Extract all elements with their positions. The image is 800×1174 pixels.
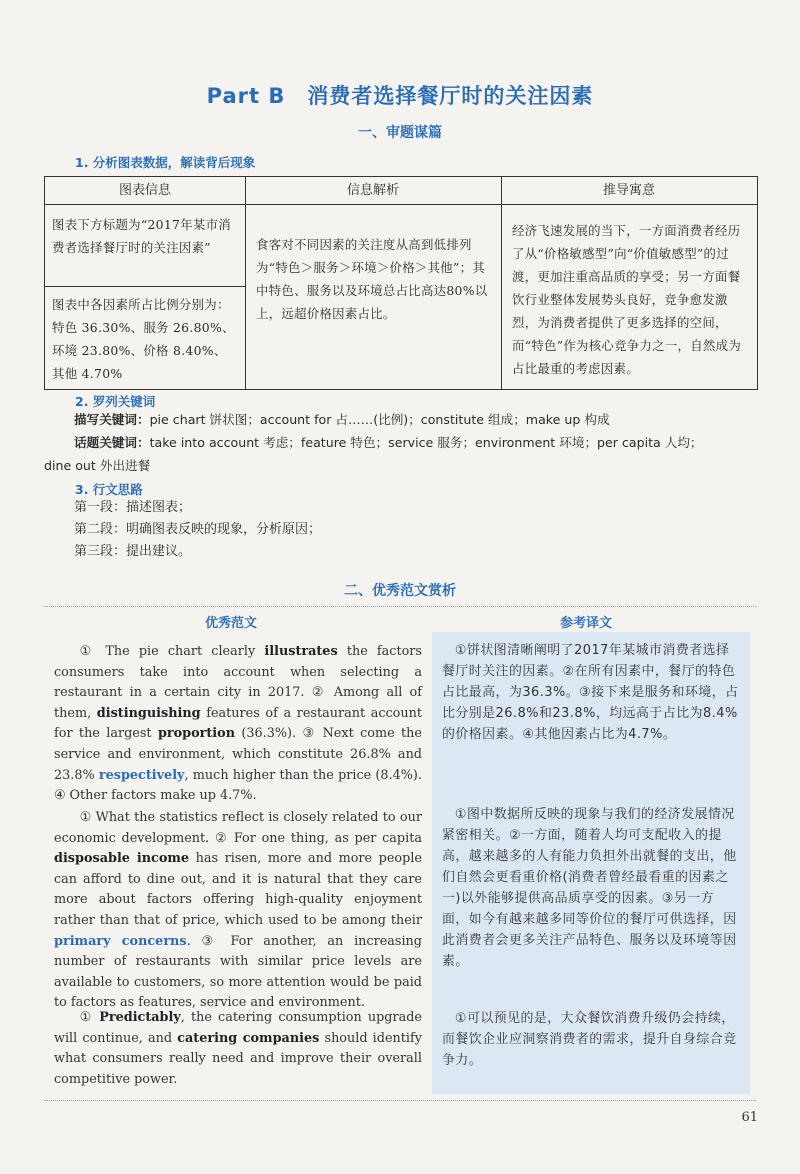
divider-top [44, 606, 756, 607]
table-divider [45, 286, 245, 287]
translation-paragraph-1: ①饼状图清晰阐明了2017年某城市消费者选择餐厅时关注的因素。②在所有因素中，餐厅的特色占比最高，为36.3%。③接下来是服务和环境，占比分别是26.8%和23.8%，均远高于占比为8.4%的价格因素。④其他因素占比为4.7%。 [442, 643, 739, 742]
translation-paragraph-3: ①可以预见的是，大众餐饮消费升级仍会持续，而餐饮企业应洞察消费者的需求，提升自身综合竞争力。 [442, 1011, 737, 1068]
table-divider [245, 177, 246, 389]
section-heading-sample-essay: 二、优秀范文赏析 [344, 583, 456, 599]
keywords-topic-text: take into account 考虑；feature 特色；service 服务；environment 环境；per capita 人均； [149, 435, 703, 450]
keywords-topic-label: 话题关键词： [74, 435, 150, 450]
table-header-chart-info: 图表信息 [45, 177, 245, 205]
page-number: 61 [741, 1110, 758, 1125]
subheading-keywords: 2. 罗列关键词 [75, 394, 156, 409]
table-cell-chart-title: 图表下方标题为“2017年某市消费者选择餐厅时的关注因素” [52, 217, 231, 255]
table-cell-implication: 经济飞速发展的当下，一方面消费者经历了从“价格敏感型”向“价值敏感型”的过渡，更加注重高品质的享受；另一方面餐饮行业整体发展势头良好，竞争愈发激烈，为消费者提供了更多选择的空间，而“特色”作为核心竞争力之一，自然成为占比最重的考虑因素。 [512, 223, 742, 376]
column-title-translation: 参考译文 [560, 616, 613, 631]
table-cell-analysis: 食客对不同因素的关注度从高到低排列为“特色＞服务＞环境＞价格＞其他”；其中特色、服务以及环境总占比高达80%以上，远超价格因素占比。 [256, 237, 488, 321]
table-divider [501, 177, 502, 389]
info-table [44, 176, 758, 390]
section-heading-planning: 一、审题谋篇 [358, 125, 442, 141]
divider-bottom [44, 1100, 756, 1101]
page-title: Part B 消费者选择餐厅时的关注因素 [206, 84, 594, 108]
keywords-description-label: 描写关键词： [74, 412, 150, 427]
outline-item-3: 第三段：提出建议。 [74, 544, 192, 559]
keywords-description-text: pie chart 饼状图；account for 占……(比例)；constitute 组成；make up 构成 [149, 412, 610, 427]
translation-paragraph-2: ①图中数据所反映的现象与我们的经济发展情况紧密相关。②一方面，随着人均可支配收入的提高，越来越多的人有能力负担外出就餐的支出，他们自然会更看重价格(消费者曾经最看重的因素之一)以外能够提供高品质享受的因素。③另一方面，如今有越来越多同等价位的餐厅可供选择，因此消费者会更多关注产品特色、服务以及环境等因素。 [442, 807, 737, 969]
column-title-essay: 优秀范文 [205, 616, 258, 631]
table-header-implication: 推导寓意 [501, 177, 757, 205]
keywords-topic-continued: dine out 外出进餐 [44, 458, 151, 473]
table-cell-chart-percentages: 图表中各因素所占比例分别为：特色 36.30%、服务 26.80%、环境 23.80%、价格 8.40%、其他 4.70% [52, 297, 235, 381]
outline-item-1: 第一段：描述图表； [74, 500, 192, 515]
table-header-analysis: 信息解析 [245, 177, 501, 205]
outline-item-2: 第二段：明确图表反映的现象，分析原因； [74, 522, 322, 537]
keywords-description [74, 410, 610, 430]
keywords-topic [74, 433, 703, 453]
subheading-outline: 3. 行文思路 [75, 482, 143, 497]
essay-paragraph-1: ① The pie chart clearly illustrates the factors consumers take into account when selecting a restaurant in a certain city in 2017. ② Among all of them, distinguishing features of a restaurant account for the largest proportion (36.3%). ③ Next come the service and environment, which constitute 26.8% and 23.8% respectively, much higher than the price (8.4%). ④ Other factors make up 4.7%. [54, 644, 423, 804]
essay-paragraph-2: ① What the statistics reflect is closely related to our economic development. ② For one thing, as per capita disposable income has risen, more and more people can afford to dine out, and it is natural that they care more about factors offering high-quality enjoyment rather than that of price, which used to be among their primary concerns. ③ For another, an increasing number of restaurants with similar price levels are available to customers, so more attention would be paid to factors as features, service and environment. [54, 810, 422, 1011]
essay-paragraph-3: ① Predictably, the catering consumption upgrade will continue, and catering companies should identify what consumers really need and improve their overall competitive power. [54, 1010, 422, 1087]
subheading-analyze-chart: 1. 分析图表数据，解读背后现象 [75, 155, 256, 170]
